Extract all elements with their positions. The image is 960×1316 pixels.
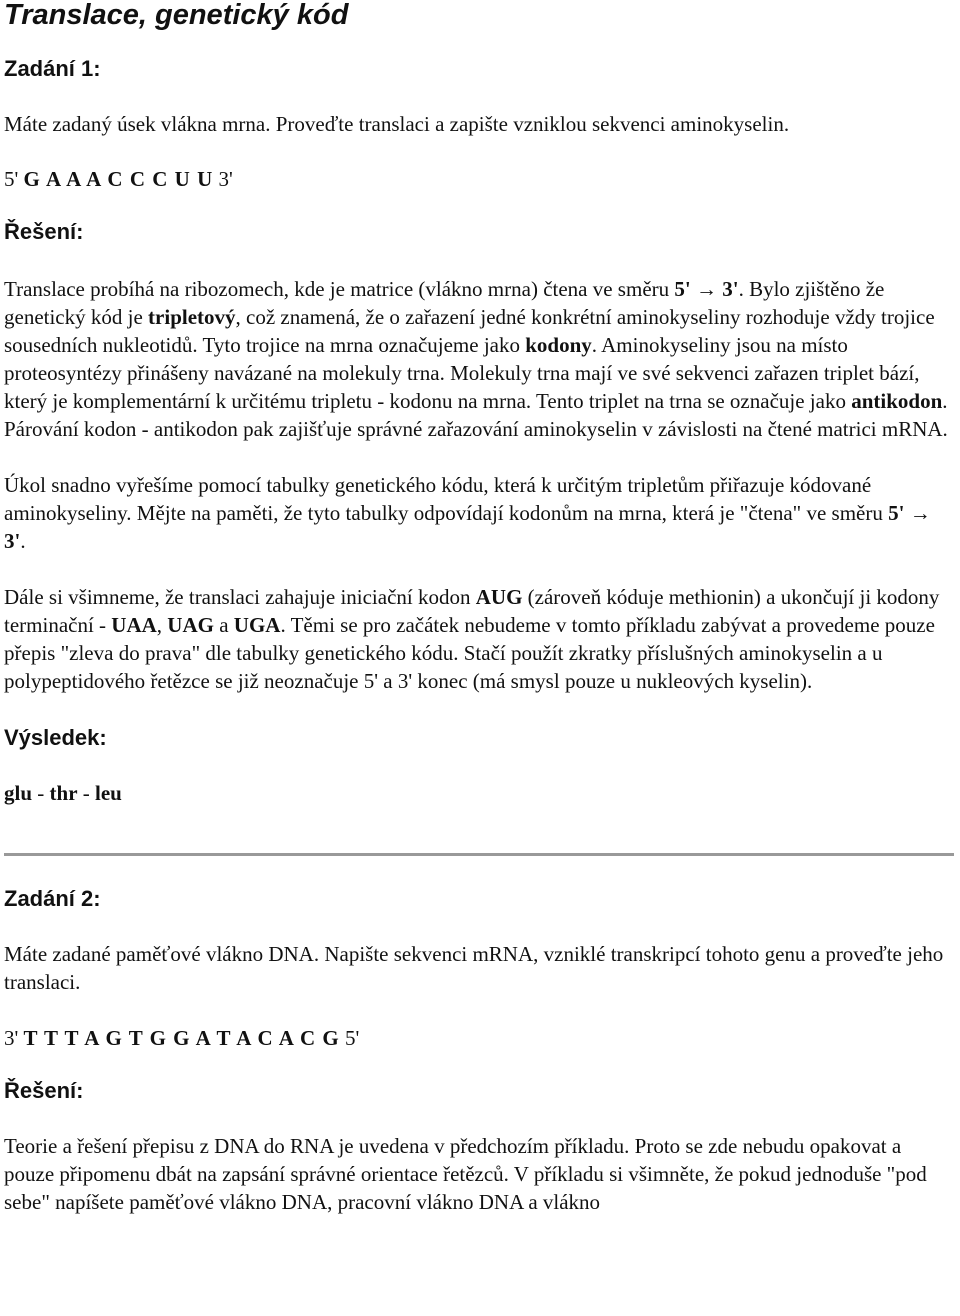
text: Dále si všimneme, že translaci zahajuje iniciační kodon	[4, 585, 476, 609]
text: . Těmi se pro začátek nebudeme v tomto příkladu zabývat a provedeme pouze přepis "zleva do prava" dle tabulky genetického kódu. Stačí použít zkratky příslušných aminokyselin a u polypeptidového řetězce se již neoznačuje 5' a 3' konec (má smysl pouze u nukleových kyselin).	[4, 613, 935, 693]
task2-heading: Zadání 2:	[4, 886, 101, 911]
amino-acid: glu	[4, 781, 33, 805]
task1-intro: Máte zadaný úsek vlákna mrna. Proveďte translaci a zapište vzniklou sekvenci aminokyselin.	[4, 112, 790, 136]
seq-suffix: 3'	[218, 167, 233, 191]
amino-acid: thr	[49, 781, 78, 805]
bold-term: tripletový	[148, 305, 236, 329]
task1-paragraph-2	[4, 471, 954, 555]
separator: -	[77, 781, 96, 805]
text: Úkol snadno vyřešíme pomocí tabulky genetického kódu, která k určitým tripletům přiřazuje kódované aminokyseliny. Mějte na paměti, že tyto tabulky odpovídají kodonům na mrna, která je "čtena" ve směru	[4, 473, 889, 525]
bold-direction: 5' → 3'	[4, 501, 931, 553]
seq-bases: G A A A C C C U U	[23, 167, 214, 191]
text: . Aminokyseliny jsou na místo proteosyntézy přinášeny navázané na molekuly trna. Molekuly trna mají ve své sekvenci zařazen triplet bází, který je komplementární k určitému tripletu - kodonu na mrna. Tento triplet na trna se označuje jako	[4, 333, 920, 413]
task1-heading: Zadání 1:	[4, 56, 101, 81]
bold-codon: UGA	[233, 613, 281, 637]
task2-solution-heading: Řešení:	[4, 1078, 84, 1103]
seq-prefix: 5'	[4, 167, 19, 191]
text: .	[20, 529, 26, 553]
bold-codon: AUG	[475, 585, 523, 609]
text: (zároveň kóduje methionin) a ukončují ji kodony terminační -	[4, 585, 940, 637]
task1-sequence	[4, 165, 954, 193]
separator: -	[32, 781, 50, 805]
text: ,	[156, 613, 168, 637]
seq-prefix: 3'	[4, 1026, 19, 1050]
bold-direction: 5' → 3'	[674, 277, 739, 301]
text: . Párování kodon - antikodon pak zajišťuje správné zařazování aminokyselin v závislosti na čtené matrici mRNA.	[4, 389, 948, 441]
task2-intro: Máte zadané paměťové vlákno DNA. Napište sekvenci mRNA, vzniklé transkripcí tohoto genu a proveďte jeho translaci.	[4, 942, 944, 994]
task2-paragraph-1: Teorie a řešení přepisu z DNA do RNA je uvedena v předchozím příkladu. Proto se zde nebudu opakovat a pouze připomenu dbát na zapsání správné orientace řetězců. V příkladu si všimněte, že pokud jednoduše "pod sebe" napíšete paměťové vlákno DNA, pracovní vlákno DNA a vlákno	[4, 1134, 927, 1214]
task2-sequence	[4, 1024, 954, 1052]
amino-acid: leu	[95, 781, 122, 805]
bold-term: antikodon	[851, 389, 943, 413]
bold-codon: UAG	[167, 613, 214, 637]
bold-term: kodony	[525, 333, 592, 357]
seq-bases: T T T A G T G G A T A C A C G	[23, 1026, 340, 1050]
seq-suffix: 5'	[344, 1026, 360, 1050]
bold-codon: UAA	[111, 613, 157, 637]
task1-solution-heading: Řešení:	[4, 219, 84, 244]
task1-paragraph-3	[4, 583, 954, 695]
text: Translace probíhá na ribozomech, kde je matrice (vlákno mrna) čtena ve směru	[4, 277, 675, 301]
text: . Bylo zjištěno že genetický kód je	[4, 277, 885, 329]
task1-result	[4, 779, 954, 807]
task1-paragraph-1	[4, 275, 954, 443]
text: a	[213, 613, 234, 637]
text: , což znamená, že o zařazení jedné konkrétní aminokyseliny rozhoduje vždy trojice sousedních nukleotidů. Tyto trojice na mrna označujeme jako	[4, 305, 935, 357]
task1-result-heading: Výsledek:	[4, 725, 107, 750]
document-title: Translace, genetický kód	[4, 0, 349, 31]
